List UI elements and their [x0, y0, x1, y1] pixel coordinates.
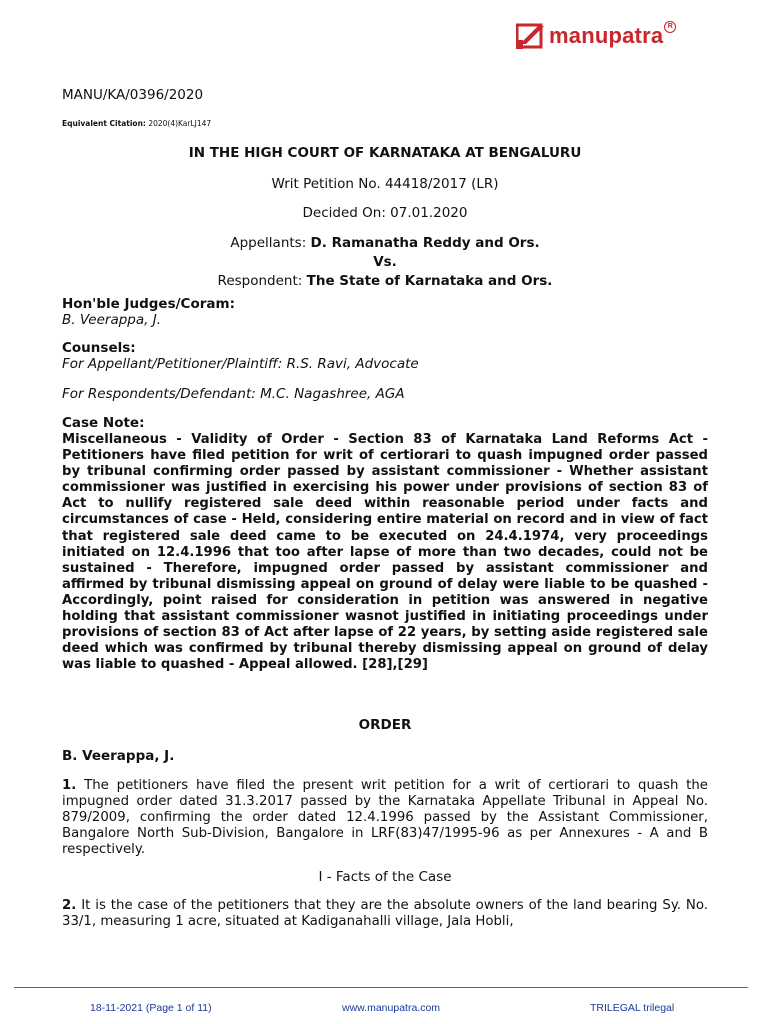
respondent-label: Respondent: — [217, 273, 303, 289]
appellants-line — [62, 234, 708, 253]
respondent-line — [62, 272, 708, 291]
decided-on: Decided On: 07.01.2020 — [302, 205, 468, 221]
counsel-respondent: For Respondents/Defendant: M.C. Nagashree, AGA — [62, 386, 405, 402]
appellants-value: D. Ramanatha Reddy and Ors. — [310, 235, 540, 251]
paragraph-text: It is the case of the petitioners that they are the absolute owners of the land bearing Sy. No. 33/1, measuring 1 acre, situated at Kadiganahalli village, Jala Hobli, — [62, 898, 709, 929]
logo-wordmark: manupatra — [549, 23, 664, 48]
order-heading: ORDER — [358, 717, 412, 733]
equivalent-citation — [62, 119, 211, 128]
paragraph-text: The petitioners have filed the present writ petition for a writ of certiorari to quash the impugned order dated 31.3.2017 passed by the Karnataka Appellate Tribunal in Appeal No. 879/2009, confirming the order dated 12.4.1996 passed by the Assistant Commissioner, Bangalore North Sub-Division, Bangalore in LRF(83)47/1995-96 as per Annexures - A and B respectively. — [62, 778, 708, 857]
footer-website-link[interactable]: www.manupatra.com — [342, 1002, 441, 1014]
equivalent-citation-value: 2020(4)KarLJ147 — [148, 119, 212, 128]
case-note-heading: Case Note: — [62, 415, 145, 431]
case-note-body: Miscellaneous - Validity of Order - Section 83 of Karnataka Land Reforms Act - Petitioners have filed petition for writ of certiorari to quash impugned order passed by tribunal confirming order passed by assistant commissioner - Whether assistant commissioner was justified in exercising his power under provisions of section 83 of Act to nullify registered sale deed within reasonable period under facts and circumstances of case - Held, considering entire material on record and in view of fact that registered sale deed came to be executed on 24.4.1974, very proceedings initiated on 12.4.1996 that too after lapse of more than two decades, could not be sustained - Therefore, impugned order passed by assistant commissioner and affirmed by tribunal dismissing appeal on ground of delay were liable to be quashed - Accordingly, point raised for consideration in petition was answered in negative holding that assistant commissioner wasnot justified in initiating proceedings under provisions of section 83 of Act after lapse of 22 years, by setting aside registered sale deed which was confirmed by tribunal thereby dismissing appeal on ground of delay was liable to quashed - Appeal allowed. [28],[29] — [62, 432, 708, 673]
footer-divider — [14, 987, 748, 988]
parties — [62, 234, 708, 291]
versus-text: Vs. — [373, 254, 397, 270]
manupatra-logo-icon — [516, 22, 546, 50]
citation-id: MANU/KA/0396/2020 — [62, 87, 204, 103]
paragraph-1 — [62, 778, 708, 858]
respondent-value: The State of Karnataka and Ors. — [306, 273, 553, 289]
appellants-label: Appellants: — [230, 235, 307, 251]
counsel-appellant: For Appellant/Petitioner/Plaintiff: R.S. Ravi, Advocate — [62, 356, 419, 372]
equivalent-citation-label: Equivalent Citation: — [62, 119, 146, 128]
counsels-heading: Counsels: — [62, 340, 136, 356]
writ-petition-number: Writ Petition No. 44418/2017 (LR) — [271, 176, 499, 192]
registered-mark: R — [664, 21, 676, 33]
paragraph-2 — [62, 898, 708, 930]
section-heading: I - Facts of the Case — [318, 869, 452, 885]
manupatra-logo — [516, 22, 673, 50]
judges-name: B. Veerappa, J. — [62, 312, 161, 328]
footer-licensee: TRILEGAL trilegal — [590, 1002, 675, 1014]
court-title: IN THE HIGH COURT OF KARNATAKA AT BENGALURU — [188, 145, 582, 161]
footer-date-page: 18-11-2021 (Page 1 of 11) — [90, 1002, 212, 1014]
paragraph-number: 2. — [62, 898, 77, 913]
versus — [62, 253, 708, 272]
judge-signature: B. Veerappa, J. — [62, 748, 175, 764]
judges-heading: Hon'ble Judges/Coram: — [62, 296, 235, 312]
paragraph-number: 1. — [62, 778, 77, 793]
